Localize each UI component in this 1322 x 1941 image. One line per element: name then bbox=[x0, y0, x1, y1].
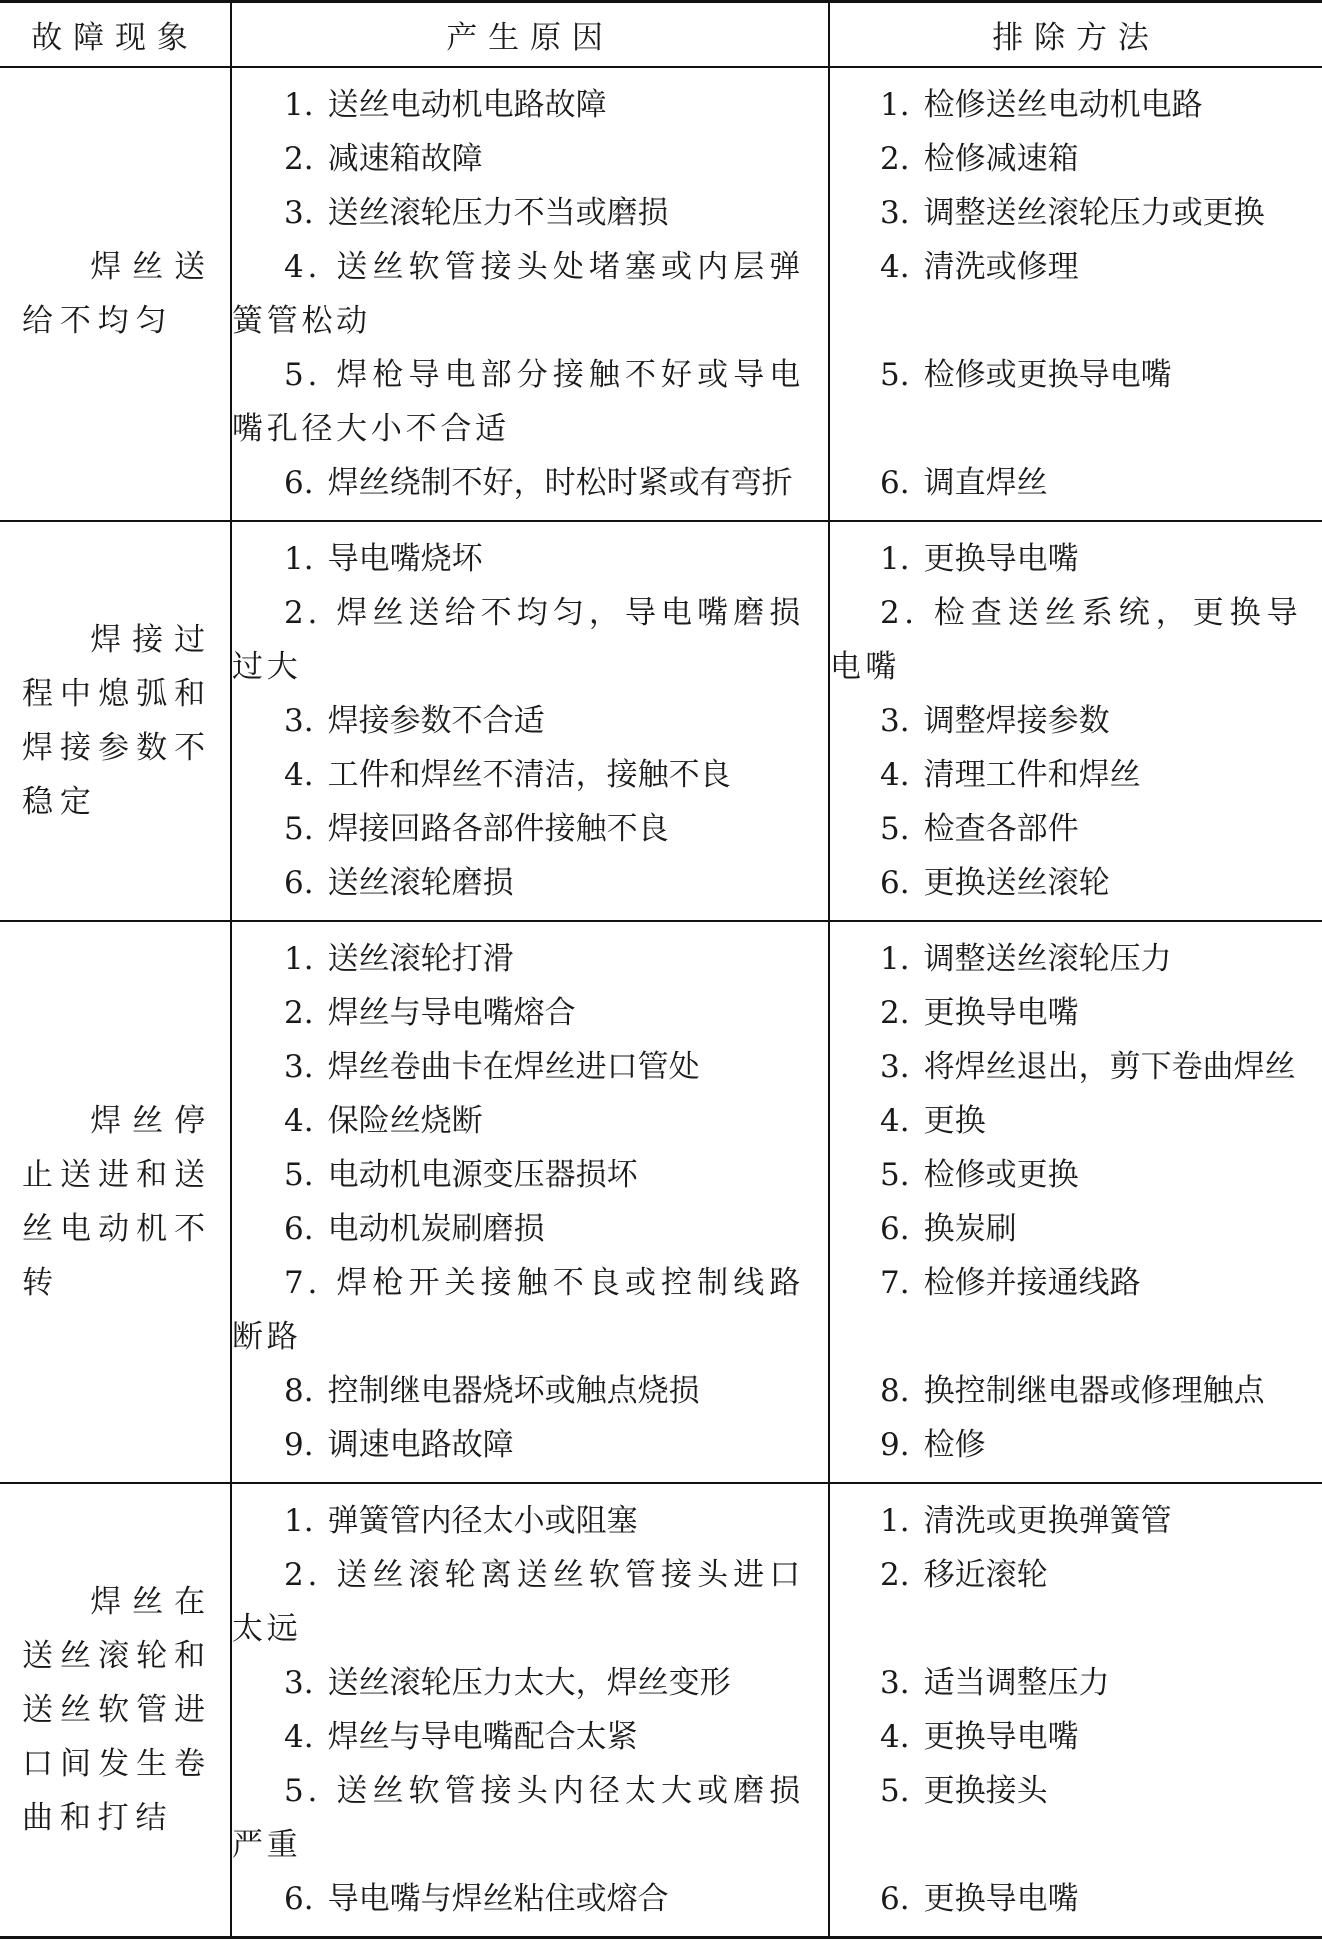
cause-item bbox=[232, 986, 818, 1040]
cause-item-text: 电动机炭刷磨损 bbox=[327, 1211, 545, 1247]
cause-item-text: 焊枪导电部分接触不好或导电嘴孔径大小不合适 bbox=[232, 357, 804, 447]
cause-item-text: 送丝滚轮打滑 bbox=[327, 941, 514, 977]
cause-item-text: 送丝滚轮压力不当或磨损 bbox=[327, 195, 669, 231]
remedy-item bbox=[830, 348, 1312, 402]
cause-item bbox=[232, 1494, 818, 1548]
table-row bbox=[0, 921, 1322, 1483]
cause-list bbox=[232, 522, 828, 920]
cause-item bbox=[232, 856, 818, 910]
table-body bbox=[0, 67, 1322, 1938]
cause-item-text: 送丝软管接头处堵塞或内层弹簧管松动 bbox=[232, 249, 804, 339]
remedy-item-text: 更换 bbox=[923, 1103, 986, 1139]
cause-item bbox=[232, 1764, 818, 1872]
cause-item-number: 2. bbox=[284, 595, 322, 631]
remedy-item-text: 检查送丝系统，更换导电嘴 bbox=[830, 595, 1302, 685]
symptom-cell: 焊接过程中熄弧和焊接参数不稳定 bbox=[0, 521, 231, 921]
table-row bbox=[0, 1483, 1322, 1938]
cause-item-text: 送丝滚轮压力太大，焊丝变形 bbox=[327, 1665, 731, 1701]
cause-item bbox=[232, 748, 818, 802]
cause-item-text: 焊丝与导电嘴熔合 bbox=[327, 995, 576, 1031]
cause-item-number: 3. bbox=[284, 195, 314, 231]
remedy-item-number: 1. bbox=[880, 541, 910, 577]
remedy-item bbox=[830, 932, 1312, 986]
remedy-item-number: 3. bbox=[880, 1049, 910, 1085]
cause-item bbox=[232, 586, 818, 694]
cause-cell bbox=[231, 921, 829, 1483]
remedy-item-text: 检查各部件 bbox=[923, 811, 1079, 847]
remedy-item-text: 检修送丝电动机电路 bbox=[923, 87, 1203, 123]
cause-item-number: 1. bbox=[284, 941, 314, 977]
remedy-item-text: 适当调整压力 bbox=[923, 1665, 1110, 1701]
cause-item bbox=[232, 1094, 818, 1148]
remedy-item bbox=[830, 586, 1312, 694]
cause-item bbox=[232, 1040, 818, 1094]
remedy-cell bbox=[829, 1483, 1322, 1938]
cause-cell bbox=[231, 67, 829, 521]
table-row bbox=[0, 521, 1322, 921]
cause-item-number: 3. bbox=[284, 1049, 314, 1085]
cause-item bbox=[232, 932, 818, 986]
cause-item bbox=[232, 78, 818, 132]
remedy-item-number: 3. bbox=[880, 195, 910, 231]
remedy-item-text: 清洗或更换弹簧管 bbox=[923, 1503, 1172, 1539]
remedy-item-number: 6. bbox=[880, 865, 910, 901]
cause-item-text: 送丝滚轮磨损 bbox=[327, 865, 514, 901]
remedy-list bbox=[830, 522, 1322, 920]
cause-item-number: 4. bbox=[284, 757, 314, 793]
remedy-item-number: 1. bbox=[880, 1503, 910, 1539]
remedy-item-text: 调直焊丝 bbox=[923, 465, 1048, 501]
remedy-item bbox=[830, 802, 1312, 856]
cause-item bbox=[232, 1364, 818, 1418]
cause-item bbox=[232, 1872, 818, 1926]
remedy-item-number: 8. bbox=[880, 1373, 910, 1409]
cause-item bbox=[232, 532, 818, 586]
remedy-item-number: 5. bbox=[880, 1157, 910, 1193]
remedy-item bbox=[830, 1710, 1312, 1764]
remedy-item bbox=[830, 1656, 1312, 1710]
remedy-item-number: 1. bbox=[880, 941, 910, 977]
cause-item-text: 焊丝卷曲卡在焊丝进口管处 bbox=[327, 1049, 700, 1085]
cause-item-text: 导电嘴烧坏 bbox=[327, 541, 483, 577]
remedy-cell bbox=[829, 521, 1322, 921]
header-symptom: 故障现象 bbox=[0, 2, 231, 68]
remedy-item-number: 6. bbox=[880, 1881, 910, 1917]
cause-item-text: 弹簧管内径太小或阻塞 bbox=[327, 1503, 638, 1539]
remedy-item bbox=[830, 186, 1312, 240]
remedy-item bbox=[830, 694, 1312, 748]
remedy-item bbox=[830, 1548, 1312, 1602]
remedy-item bbox=[830, 1764, 1312, 1818]
remedy-list bbox=[830, 922, 1322, 1482]
symptom-cell: 焊丝送给不均匀 bbox=[0, 67, 231, 521]
remedy-item bbox=[830, 1418, 1312, 1472]
remedy-item bbox=[830, 132, 1312, 186]
cause-item-number: 6. bbox=[284, 1211, 314, 1247]
remedy-item-text: 更换接头 bbox=[923, 1773, 1048, 1809]
remedy-item-number: 2. bbox=[880, 595, 919, 631]
cause-item-text: 电动机电源变压器损坏 bbox=[327, 1157, 638, 1193]
remedy-item-number: 3. bbox=[880, 1665, 910, 1701]
cause-item bbox=[232, 1418, 818, 1472]
remedy-item-text: 更换导电嘴 bbox=[923, 995, 1079, 1031]
cause-item-number: 1. bbox=[284, 1503, 314, 1539]
cause-item-number: 4. bbox=[284, 1103, 314, 1139]
cause-item-number: 2. bbox=[284, 995, 314, 1031]
cause-item bbox=[232, 1148, 818, 1202]
header-remedy: 排除方法 bbox=[829, 2, 1322, 68]
remedy-item-text: 换控制继电器或修理触点 bbox=[923, 1373, 1265, 1409]
cause-item-text: 送丝软管接头内径太大或磨损严重 bbox=[232, 1773, 804, 1863]
remedy-item-number: 4. bbox=[880, 757, 910, 793]
remedy-list bbox=[830, 1484, 1322, 1936]
remedy-cell bbox=[829, 67, 1322, 521]
remedy-item-text: 清理工件和焊丝 bbox=[923, 757, 1141, 793]
cause-item-text: 导电嘴与焊丝粘住或熔合 bbox=[327, 1881, 669, 1917]
remedy-item bbox=[830, 1094, 1312, 1148]
cause-item-text: 调速电路故障 bbox=[327, 1427, 514, 1463]
remedy-item-number: 6. bbox=[880, 465, 910, 501]
cause-item-number: 2. bbox=[284, 141, 314, 177]
remedy-item bbox=[830, 856, 1312, 910]
cause-item bbox=[232, 1256, 818, 1364]
remedy-item-text: 调整焊接参数 bbox=[923, 703, 1110, 739]
remedy-item-number: 7. bbox=[880, 1265, 910, 1301]
remedy-item-text: 更换导电嘴 bbox=[923, 1881, 1079, 1917]
remedy-item bbox=[830, 1872, 1312, 1926]
cause-item-number: 7. bbox=[284, 1265, 322, 1301]
symptom-cell: 焊丝在送丝滚轮和送丝软管进口间发生卷曲和打结 bbox=[0, 1483, 231, 1938]
remedy-item-number: 4. bbox=[880, 1719, 910, 1755]
table-header-row bbox=[0, 2, 1322, 68]
remedy-cell bbox=[829, 921, 1322, 1483]
cause-item-text: 焊丝与导电嘴配合太紧 bbox=[327, 1719, 638, 1755]
remedy-item-number: 4. bbox=[880, 1103, 910, 1139]
cause-item-text: 焊枪开关接触不良或控制线路断路 bbox=[232, 1265, 804, 1355]
remedy-item-text: 移近滚轮 bbox=[923, 1557, 1048, 1593]
remedy-item bbox=[830, 456, 1312, 510]
remedy-item-text: 调整送丝滚轮压力 bbox=[923, 941, 1172, 977]
cause-item bbox=[232, 1548, 818, 1656]
cause-item-text: 焊接回路各部件接触不良 bbox=[327, 811, 669, 847]
symptom-cell: 焊丝停止送进和送丝电动机不转 bbox=[0, 921, 231, 1483]
cause-item-number: 5. bbox=[284, 357, 322, 393]
remedy-item-text: 更换导电嘴 bbox=[923, 541, 1079, 577]
remedy-item bbox=[830, 532, 1312, 586]
line-spacer bbox=[830, 1310, 1312, 1364]
cause-item bbox=[232, 456, 818, 510]
remedy-item bbox=[830, 1364, 1312, 1418]
cause-item-number: 5. bbox=[284, 1157, 314, 1193]
remedy-item-text: 更换导电嘴 bbox=[923, 1719, 1079, 1755]
cause-list bbox=[232, 922, 828, 1482]
cause-item-number: 8. bbox=[284, 1373, 314, 1409]
cause-item-number: 9. bbox=[284, 1427, 314, 1463]
cause-item bbox=[232, 132, 818, 186]
cause-item bbox=[232, 1710, 818, 1764]
cause-item-number: 5. bbox=[284, 811, 314, 847]
cause-item-text: 焊丝送给不均匀，导电嘴磨损过大 bbox=[232, 595, 804, 685]
remedy-item-text: 清洗或修理 bbox=[923, 249, 1079, 285]
remedy-item bbox=[830, 1148, 1312, 1202]
cause-item-text: 送丝电动机电路故障 bbox=[327, 87, 607, 123]
cause-item-number: 5. bbox=[284, 1773, 322, 1809]
remedy-item-text: 更换送丝滚轮 bbox=[923, 865, 1110, 901]
remedy-item-text: 换炭刷 bbox=[923, 1211, 1017, 1247]
remedy-list bbox=[830, 68, 1322, 520]
cause-item-text: 工件和焊丝不清洁，接触不良 bbox=[327, 757, 731, 793]
cause-item bbox=[232, 240, 818, 348]
remedy-item-number: 1. bbox=[880, 87, 910, 123]
remedy-item-text: 将焊丝退出，剪下卷曲焊丝 bbox=[923, 1049, 1296, 1085]
cause-item-number: 4. bbox=[284, 249, 322, 285]
remedy-item-text: 检修或更换导电嘴 bbox=[923, 357, 1172, 393]
cause-item-number: 3. bbox=[284, 703, 314, 739]
cause-list bbox=[232, 68, 828, 520]
cause-item bbox=[232, 186, 818, 240]
cause-item-number: 3. bbox=[284, 1665, 314, 1701]
cause-cell bbox=[231, 1483, 829, 1938]
remedy-item bbox=[830, 986, 1312, 1040]
remedy-item bbox=[830, 78, 1312, 132]
remedy-item-number: 5. bbox=[880, 357, 910, 393]
cause-item-number: 6. bbox=[284, 865, 314, 901]
cause-item bbox=[232, 802, 818, 856]
cause-item-number: 4. bbox=[284, 1719, 314, 1755]
cause-item-text: 焊丝绕制不好，时松时紧或有弯折 bbox=[327, 465, 793, 501]
remedy-item-text: 检修 bbox=[923, 1427, 986, 1463]
remedy-item bbox=[830, 1256, 1312, 1310]
remedy-item bbox=[830, 1202, 1312, 1256]
header-cause: 产生原因 bbox=[231, 2, 829, 68]
remedy-item bbox=[830, 1494, 1312, 1548]
cause-list bbox=[232, 1484, 828, 1936]
remedy-item-number: 3. bbox=[880, 703, 910, 739]
cause-item-number: 1. bbox=[284, 87, 314, 123]
remedy-item bbox=[830, 748, 1312, 802]
cause-item-number: 2. bbox=[284, 1557, 322, 1593]
cause-item-number: 6. bbox=[284, 465, 314, 501]
remedy-item-text: 检修减速箱 bbox=[923, 141, 1079, 177]
cause-item bbox=[232, 1202, 818, 1256]
remedy-item-number: 9. bbox=[880, 1427, 910, 1463]
remedy-item-number: 2. bbox=[880, 995, 910, 1031]
cause-item bbox=[232, 1656, 818, 1710]
cause-item-text: 保险丝烧断 bbox=[327, 1103, 483, 1139]
table-row bbox=[0, 67, 1322, 521]
cause-item-text: 焊接参数不合适 bbox=[327, 703, 545, 739]
remedy-item-number: 4. bbox=[880, 249, 910, 285]
cause-item-text: 减速箱故障 bbox=[327, 141, 483, 177]
cause-item-number: 1. bbox=[284, 541, 314, 577]
cause-item-text: 控制继电器烧坏或触点烧损 bbox=[327, 1373, 700, 1409]
remedy-item-number: 5. bbox=[880, 1773, 910, 1809]
cause-item-number: 6. bbox=[284, 1881, 314, 1917]
cause-item bbox=[232, 694, 818, 748]
cause-item-text: 送丝滚轮离送丝软管接头进口太远 bbox=[232, 1557, 804, 1647]
remedy-item-text: 检修并接通线路 bbox=[923, 1265, 1141, 1301]
remedy-item-text: 调整送丝滚轮压力或更换 bbox=[923, 195, 1265, 231]
cause-item bbox=[232, 348, 818, 456]
cause-cell bbox=[231, 521, 829, 921]
remedy-item-number: 5. bbox=[880, 811, 910, 847]
remedy-item-number: 2. bbox=[880, 141, 910, 177]
remedy-item-number: 2. bbox=[880, 1557, 910, 1593]
remedy-item bbox=[830, 240, 1312, 294]
line-spacer bbox=[830, 294, 1312, 348]
line-spacer bbox=[830, 1602, 1312, 1656]
remedy-item bbox=[830, 1040, 1312, 1094]
remedy-item-text: 检修或更换 bbox=[923, 1157, 1079, 1193]
remedy-item-number: 6. bbox=[880, 1211, 910, 1247]
line-spacer bbox=[830, 1818, 1312, 1872]
line-spacer bbox=[830, 402, 1312, 456]
